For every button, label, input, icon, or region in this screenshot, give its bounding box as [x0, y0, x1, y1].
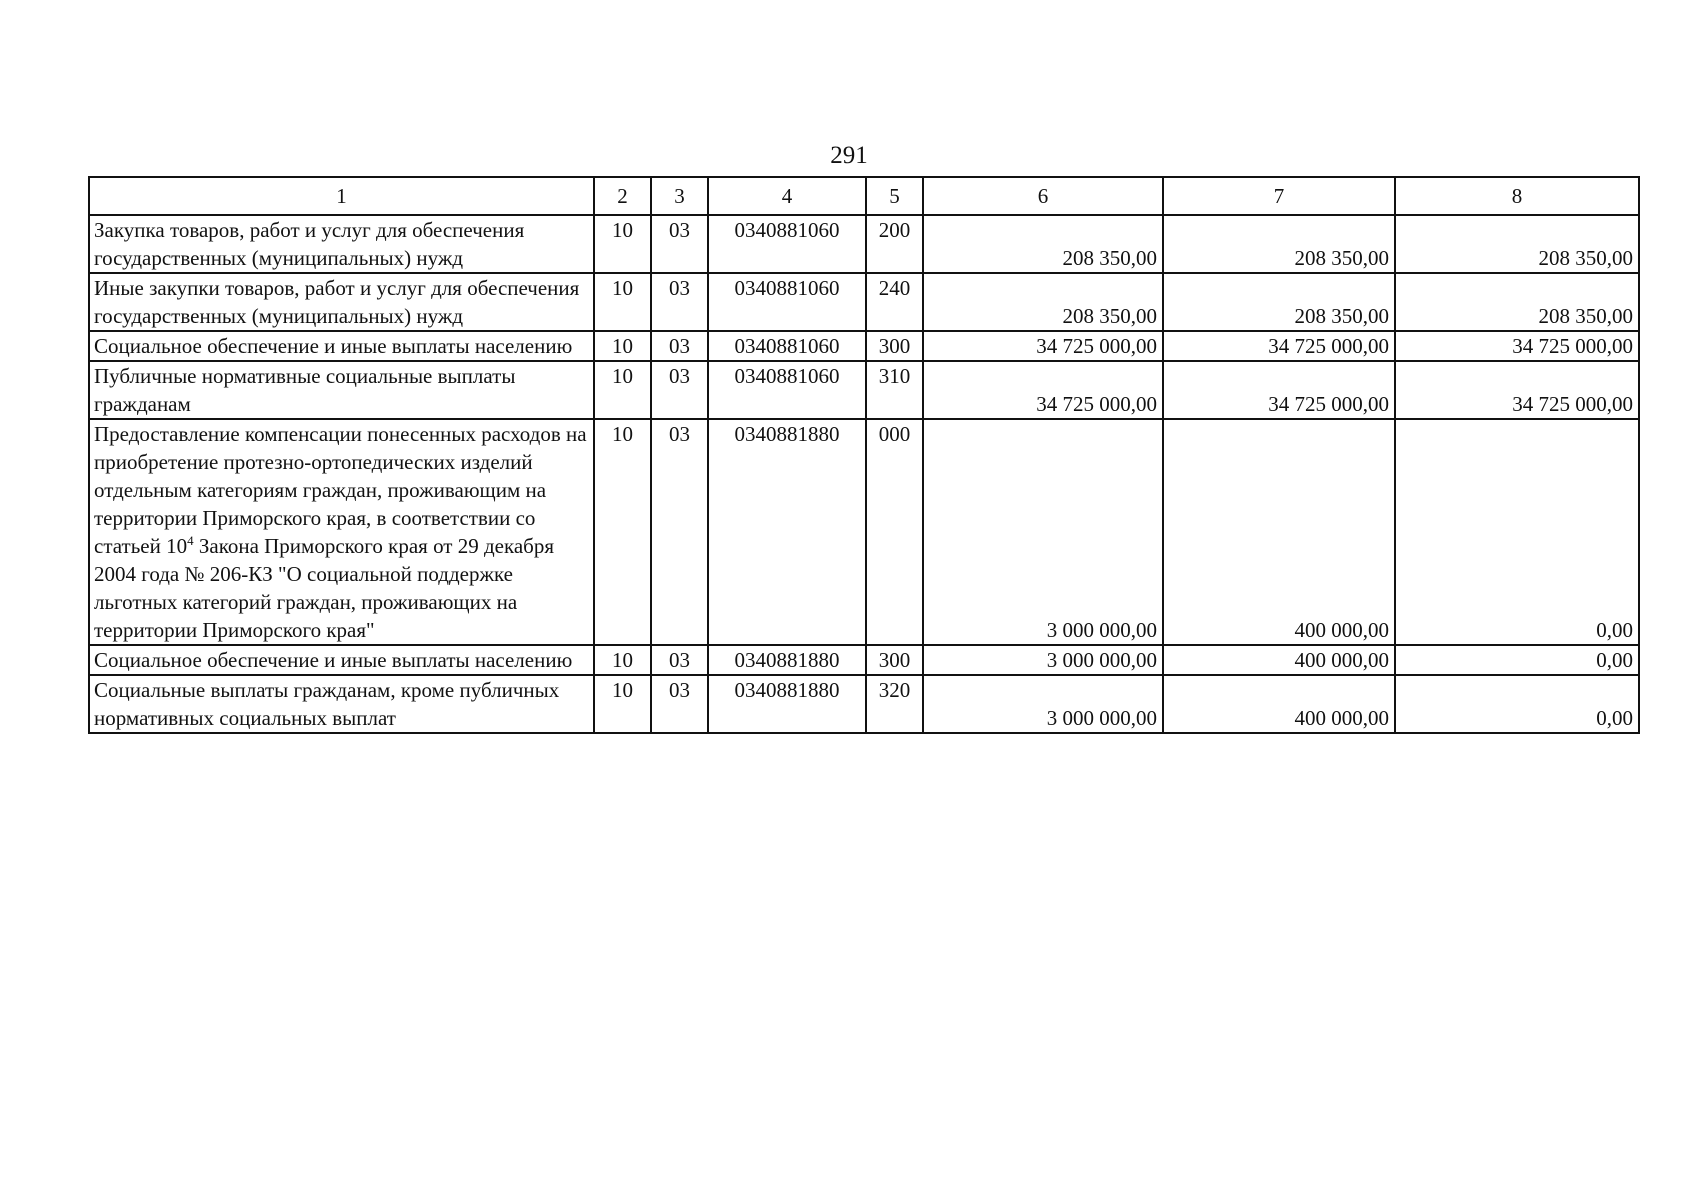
table-row — [89, 645, 1639, 675]
section-code: 10 — [594, 675, 651, 733]
expense-type-code: 310 — [866, 361, 923, 419]
table-header-row — [89, 177, 1639, 215]
table-row — [89, 273, 1639, 331]
section-code: 10 — [594, 645, 651, 675]
amount-col7: 400 000,00 — [1163, 675, 1395, 733]
amount-col6: 3 000 000,00 — [923, 645, 1163, 675]
table-row — [89, 675, 1639, 733]
amount-col8: 0,00 — [1395, 645, 1639, 675]
amount-col7: 400 000,00 — [1163, 645, 1395, 675]
expense-type-code: 240 — [866, 273, 923, 331]
superscript: 4 — [187, 533, 194, 548]
target-article-code: 0340881060 — [708, 331, 866, 361]
row-name: Публичные нормативные социальные выплаты гражданам — [89, 361, 594, 419]
row-name — [89, 419, 594, 645]
amount-col7: 34 725 000,00 — [1163, 331, 1395, 361]
row-name-text-continued: Закона Приморского края от 29 декабря 2004 года № 206-КЗ "О социальной поддержке льготных категорий граждан, проживающих на территории Приморского края" — [94, 534, 555, 642]
amount-col6: 3 000 000,00 — [923, 675, 1163, 733]
section-code: 10 — [594, 331, 651, 361]
amount-col8: 0,00 — [1395, 675, 1639, 733]
amount-col8: 34 725 000,00 — [1395, 331, 1639, 361]
section-code: 10 — [594, 215, 651, 273]
expense-type-code: 300 — [866, 331, 923, 361]
amount-col7: 208 350,00 — [1163, 215, 1395, 273]
amount-col8: 34 725 000,00 — [1395, 361, 1639, 419]
column-header: 1 — [89, 177, 594, 215]
row-name: Социальное обеспечение и иные выплаты населению — [89, 645, 594, 675]
target-article-code: 0340881880 — [708, 645, 866, 675]
target-article-code: 0340881880 — [708, 675, 866, 733]
column-header: 6 — [923, 177, 1163, 215]
subsection-code: 03 — [651, 331, 708, 361]
target-article-code: 0340881060 — [708, 273, 866, 331]
section-code: 10 — [594, 361, 651, 419]
target-article-code: 0340881060 — [708, 215, 866, 273]
amount-col7: 34 725 000,00 — [1163, 361, 1395, 419]
section-code: 10 — [594, 419, 651, 645]
row-name: Социальные выплаты гражданам, кроме публичных нормативных социальных выплат — [89, 675, 594, 733]
amount-col6: 34 725 000,00 — [923, 331, 1163, 361]
column-header: 5 — [866, 177, 923, 215]
subsection-code: 03 — [651, 273, 708, 331]
subsection-code: 03 — [651, 675, 708, 733]
section-code: 10 — [594, 273, 651, 331]
page-number: 291 — [830, 142, 868, 169]
table-row — [89, 419, 1639, 645]
column-header: 8 — [1395, 177, 1639, 215]
target-article-code: 0340881880 — [708, 419, 866, 645]
expense-type-code: 000 — [866, 419, 923, 645]
target-article-code: 0340881060 — [708, 361, 866, 419]
amount-col8: 208 350,00 — [1395, 215, 1639, 273]
expense-type-code: 300 — [866, 645, 923, 675]
expense-type-code: 200 — [866, 215, 923, 273]
column-header: 3 — [651, 177, 708, 215]
row-name: Закупка товаров, работ и услуг для обеспечения государственных (муниципальных) нужд — [89, 215, 594, 273]
budget-table — [88, 176, 1640, 734]
subsection-code: 03 — [651, 215, 708, 273]
amount-col6: 34 725 000,00 — [923, 361, 1163, 419]
column-header: 4 — [708, 177, 866, 215]
subsection-code: 03 — [651, 419, 708, 645]
table-row — [89, 331, 1639, 361]
table-row — [89, 361, 1639, 419]
subsection-code: 03 — [651, 645, 708, 675]
subsection-code: 03 — [651, 361, 708, 419]
column-header: 7 — [1163, 177, 1395, 215]
column-header: 2 — [594, 177, 651, 215]
amount-col7: 208 350,00 — [1163, 273, 1395, 331]
amount-col6: 208 350,00 — [923, 215, 1163, 273]
table-row — [89, 215, 1639, 273]
row-name-text: Предоставление компенсации понесенных расходов на приобретение протезно-ортопедических изделий отдельным категориям граждан, проживающим на территории Приморского края, в соответствии со статьей 10 — [94, 422, 587, 558]
row-name: Социальное обеспечение и иные выплаты населению — [89, 331, 594, 361]
expense-type-code: 320 — [866, 675, 923, 733]
row-name: Иные закупки товаров, работ и услуг для обеспечения государственных (муниципальных) нужд — [89, 273, 594, 331]
amount-col6: 3 000 000,00 — [923, 419, 1163, 645]
amount-col8: 0,00 — [1395, 419, 1639, 645]
amount-col8: 208 350,00 — [1395, 273, 1639, 331]
amount-col6: 208 350,00 — [923, 273, 1163, 331]
amount-col7: 400 000,00 — [1163, 419, 1395, 645]
